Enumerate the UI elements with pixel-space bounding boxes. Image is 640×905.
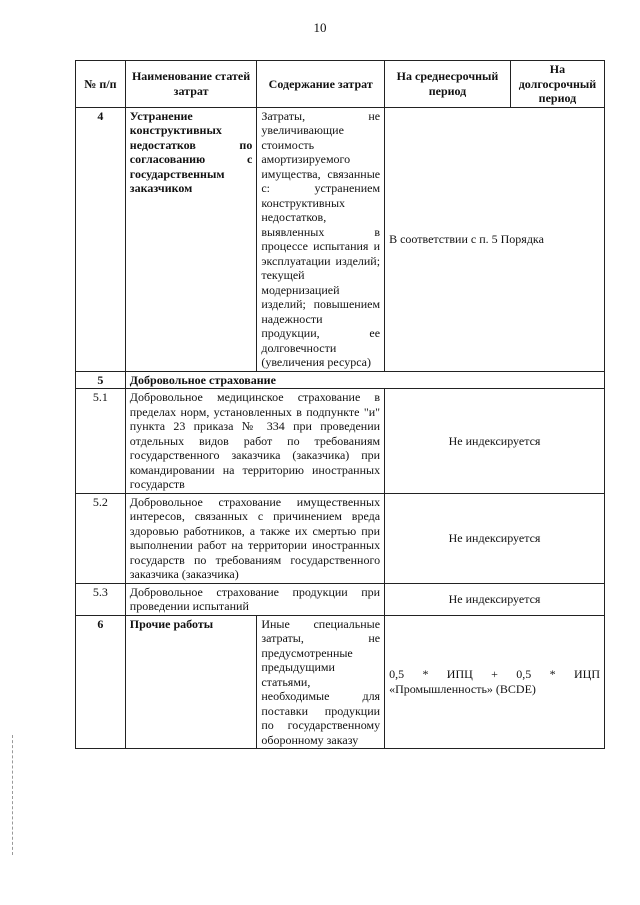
table-row — [76, 371, 605, 389]
table-row — [76, 107, 605, 371]
table-row — [76, 615, 605, 749]
indexation-rule: Не индексируется — [385, 583, 605, 615]
row-number: 4 — [76, 107, 126, 371]
section-heading: Добровольное страхование — [125, 371, 604, 389]
indexation-rule: Не индексируется — [385, 493, 605, 583]
row-number: 5.3 — [76, 583, 126, 615]
cost-item-content: Затраты, не увеличивающие стоимость амортизируемого имущества, связанные с: устранением конструктивных недостатков, выявленных в процессе испытания и эксплуатации изделий; текущей модернизацией изделий; повышением надежности продукции, ее долговечности (увеличения ресурса) — [257, 107, 385, 371]
table-row — [76, 493, 605, 583]
header-long-term: На долгосрочный период — [510, 61, 604, 108]
table-row — [76, 389, 605, 494]
row-number: 6 — [76, 615, 126, 749]
table-row — [76, 583, 605, 615]
cost-item-content: Иные специальные затраты, не предусмотренные предыдущими статьями, необходимые для поставки продукции по государственному оборонному заказу — [257, 615, 385, 749]
row-number: 5.2 — [76, 493, 126, 583]
cost-item-name: Прочие работы — [125, 615, 257, 749]
row-number: 5 — [76, 371, 126, 389]
header-name: Наименование статей затрат — [125, 61, 257, 108]
row-number: 5.1 — [76, 389, 126, 494]
cost-item-description: Добровольное страхование продукции при проведении испытаний — [125, 583, 384, 615]
header-mid-term: На среднесрочный период — [385, 61, 511, 108]
indexation-formula: 0,5 * ИПЦ + 0,5 * ИЦП «Промышленность» (BCDE) — [385, 615, 605, 749]
page-number: 10 — [313, 20, 327, 35]
header-num: № п/п — [76, 61, 126, 108]
header-content: Содержание затрат — [257, 61, 385, 108]
cost-item-name: Устранение конструктивных недостатков по согласованию с государственным заказчиком — [125, 107, 257, 371]
cost-items-table — [75, 60, 605, 749]
cost-item-description: Добровольное страхование имущественных интересов, связанных с причинением вреда здоровью работников, а также их смертью при выполнении работ на территории иностранных государств по требованиям государственного заказчика (заказчика) — [125, 493, 384, 583]
indexation-rule: В соответствии с п. 5 Порядка — [385, 107, 605, 371]
indexation-rule: Не индексируется — [385, 389, 605, 494]
table-header-row — [76, 61, 605, 108]
scan-margin-mark — [12, 735, 14, 855]
cost-item-description: Добровольное медицинское страхование в пределах норм, установленных в подпункте "и" пункта 23 приказа № 334 при проведении отдельных видов работ по требованиям государственного заказчика (заказчика) при командировании на территорию иностранных государств — [125, 389, 384, 494]
